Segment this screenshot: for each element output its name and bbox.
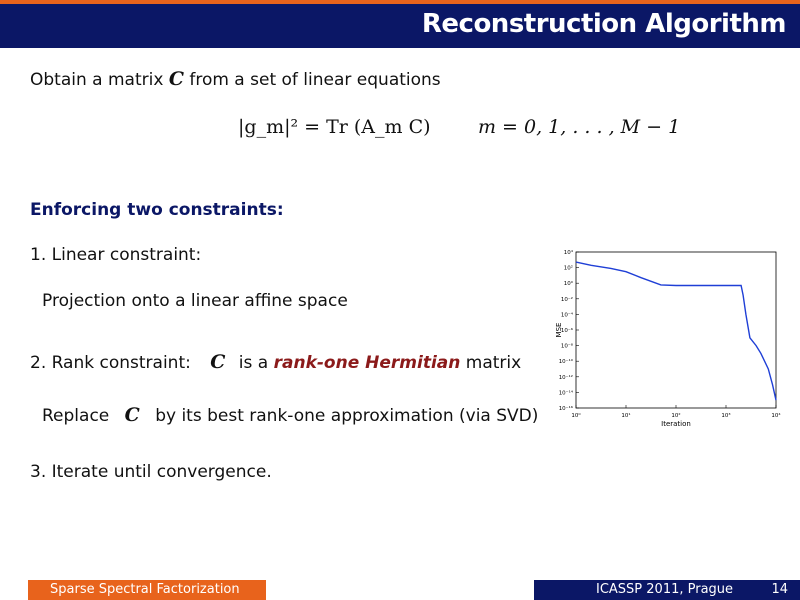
y-tick-label: 10⁻² — [560, 296, 573, 303]
x-tick-label: 10³ — [721, 413, 731, 419]
y-axis-label: MSE — [555, 322, 563, 338]
x-axis-label: Iteration — [661, 420, 691, 428]
y-tick-label: 10⁻¹⁶ — [558, 406, 573, 412]
item-iterate: 3. Iterate until convergence. — [30, 462, 272, 482]
footer-right-bar — [534, 580, 800, 600]
replace-prefix: Replace — [42, 406, 110, 426]
page-number: 14 — [771, 582, 788, 597]
equation-left-text: |g_m|² = Tr (A_m C) — [238, 116, 431, 138]
rank-label: 2. Rank constraint: — [30, 353, 191, 373]
footer-left-bar — [28, 580, 266, 600]
slide-title: Reconstruction Algorithm — [421, 9, 786, 39]
replace-suffix: by its best rank-one approximation (via SVD) — [155, 406, 539, 426]
y-tick-label: 10² — [563, 265, 573, 272]
y-tick-label: 10⁻⁸ — [560, 343, 573, 350]
intro-prefix: Obtain a matrix — [30, 70, 164, 90]
intro-line — [30, 68, 441, 90]
footer-conference: ICASSP 2011, Prague — [596, 582, 734, 597]
section-heading: Enforcing two constraints: — [30, 200, 284, 220]
equation-right — [478, 116, 680, 138]
x-tick-label: 10² — [671, 413, 681, 419]
equation-right-text: m = 0, 1, . . . , M − 1 — [478, 116, 681, 138]
y-tick-label: 10⁻¹⁴ — [558, 390, 573, 397]
rank-emphasis: rank-one Hermitian — [273, 353, 461, 373]
y-tick-label: 10⁴ — [563, 250, 573, 256]
item-linear-detail: Projection onto a linear affine space — [42, 291, 348, 311]
y-tick-label: 10⁻¹² — [558, 374, 573, 381]
item-rank-detail — [42, 404, 538, 426]
x-tick-label: 10¹ — [621, 413, 631, 419]
x-tick-label: 10⁴ — [771, 413, 781, 419]
y-tick-label: 10⁻⁶ — [560, 328, 573, 334]
y-tick-label: 10⁻¹⁰ — [558, 359, 573, 366]
matrix-symbol: C — [168, 68, 184, 90]
rank-mid: is a — [238, 353, 269, 373]
title-bar — [0, 4, 800, 48]
rank-symbol: C — [210, 351, 226, 373]
item-linear-constraint: 1. Linear constraint: — [30, 245, 202, 265]
intro-suffix: from a set of linear equations — [189, 70, 441, 90]
plot-frame — [576, 252, 776, 408]
y-tick-label: 10⁰ — [563, 281, 573, 288]
item-rank-constraint — [30, 351, 521, 373]
equation-left — [238, 116, 431, 138]
rank-end: matrix — [465, 353, 522, 373]
mse-convergence-chart — [548, 244, 788, 430]
replace-symbol: C — [124, 404, 140, 426]
y-tick-label: 10⁻⁴ — [560, 312, 573, 319]
x-tick-label: 10⁰ — [571, 413, 581, 419]
footer-title: Sparse Spectral Factorization — [50, 582, 240, 597]
